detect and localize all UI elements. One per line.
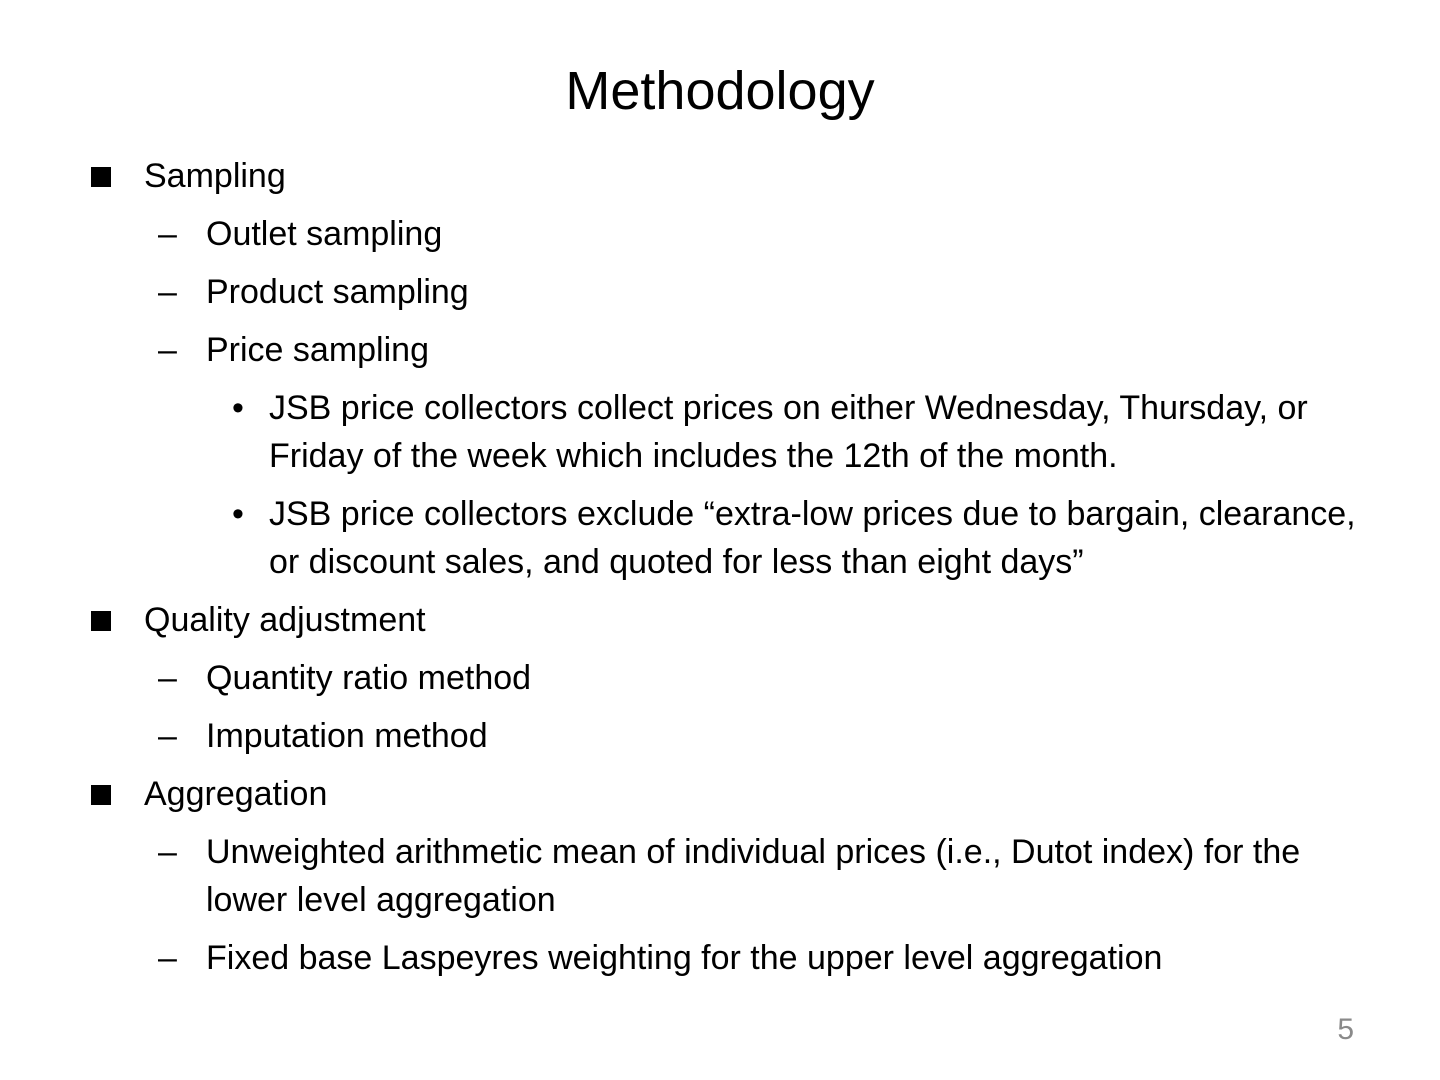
list-item <box>90 210 1360 258</box>
slide-title: Methodology <box>565 61 875 121</box>
dash-bullet-icon: – <box>158 939 177 977</box>
list-item-label: Outlet sampling <box>206 215 443 253</box>
list-item-label: Imputation method <box>206 717 488 755</box>
dot-bullet-icon: • <box>232 389 244 427</box>
sub-list-item-text: JSB price collectors collect prices on either Wednesday, Thursday, or Friday of the week which includes the 12th of the month. <box>269 389 1308 475</box>
list-item <box>90 654 1360 702</box>
square-bullet-icon <box>91 611 111 631</box>
sub-list-item-text: JSB price collectors exclude “extra-low prices due to bargain, clearance, or discount sales, and quoted for less than eight days” <box>269 495 1356 581</box>
list-item-label: Unweighted arithmetic mean of individual prices (i.e., Dutot index) for the lower level aggregation <box>206 833 1301 919</box>
list-item <box>90 828 1360 924</box>
dash-bullet-icon: – <box>158 717 177 755</box>
section-label: Aggregation <box>144 775 328 813</box>
list-item <box>90 934 1360 982</box>
list-item-label: Price sampling <box>206 331 429 369</box>
dot-bullet-icon: • <box>232 495 244 533</box>
dash-bullet-icon: – <box>158 833 177 871</box>
dash-bullet-icon: – <box>158 273 177 311</box>
section-label: Sampling <box>144 157 286 195</box>
sub-list-item <box>90 384 1360 480</box>
dash-bullet-icon: – <box>158 215 177 253</box>
list-item <box>90 326 1360 374</box>
square-bullet-icon <box>91 167 111 187</box>
sub-list-item <box>90 490 1360 586</box>
section-aggregation <box>90 770 1360 818</box>
dash-bullet-icon: – <box>158 659 177 697</box>
section-quality-adjustment <box>90 596 1360 644</box>
page-number: 5 <box>1337 1013 1354 1046</box>
list-item <box>90 268 1360 316</box>
section-label: Quality adjustment <box>144 601 426 639</box>
section-sampling <box>90 152 1360 200</box>
square-bullet-icon <box>91 785 111 805</box>
list-item-label: Quantity ratio method <box>206 659 532 697</box>
list-item-label: Product sampling <box>206 273 469 311</box>
dash-bullet-icon: – <box>158 331 177 369</box>
list-item-label: Fixed base Laspeyres weighting for the upper level aggregation <box>206 939 1163 977</box>
slide-body <box>90 150 1360 992</box>
list-item <box>90 712 1360 760</box>
